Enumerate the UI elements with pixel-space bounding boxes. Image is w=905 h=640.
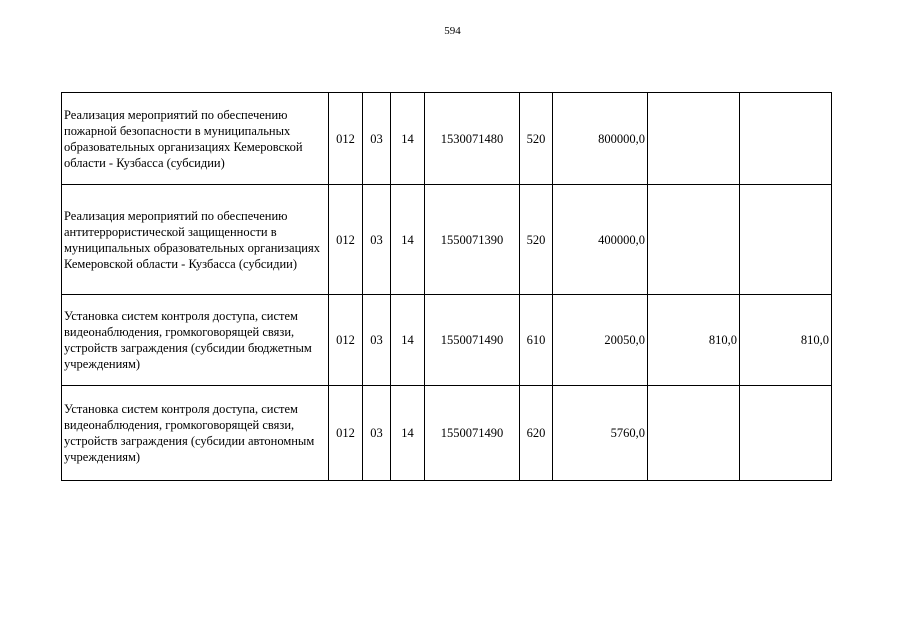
- expense-type-cell: 520: [520, 93, 553, 185]
- page-number: 594: [444, 25, 461, 37]
- target-article-cell: 1550071490: [425, 386, 520, 481]
- table-row: [62, 386, 832, 481]
- target-article-cell: 1550071390: [425, 185, 520, 295]
- sum-year2-cell: 810,0: [648, 295, 740, 386]
- subsection-code-cell: 14: [391, 295, 425, 386]
- row-name-cell: Реализация мероприятий по обеспечению пожарной безопасности в муниципальных образовательных организациях Кемеровской области - Кузбасса (субсидии): [62, 93, 329, 185]
- target-article-cell: 1550071490: [425, 295, 520, 386]
- expense-type-cell: 610: [520, 295, 553, 386]
- subsection-code-cell: 14: [391, 386, 425, 481]
- row-name-cell: Реализация мероприятий по обеспечению антитеррористической защищенности в муниципальных образовательных организациях Кемеровской области - Кузбасса (субсидии): [62, 185, 329, 295]
- section-code-cell: 03: [363, 386, 391, 481]
- section-code-cell: 03: [363, 93, 391, 185]
- section-code-cell: 03: [363, 185, 391, 295]
- sum-year1-cell: 5760,0: [553, 386, 648, 481]
- section-code-cell: 03: [363, 295, 391, 386]
- sum-year2-cell: [648, 185, 740, 295]
- sum-year1-cell: 400000,0: [553, 185, 648, 295]
- ministry-code-cell: 012: [329, 93, 363, 185]
- sum-year3-cell: 810,0: [740, 295, 832, 386]
- sum-year3-cell: [740, 185, 832, 295]
- row-name-cell: Установка систем контроля доступа, систем видеонаблюдения, громкоговорящей связи, устройств заграждения (субсидии бюджетным учреждениям): [62, 295, 329, 386]
- expense-type-cell: 520: [520, 185, 553, 295]
- sum-year2-cell: [648, 386, 740, 481]
- subsection-code-cell: 14: [391, 185, 425, 295]
- ministry-code-cell: 012: [329, 295, 363, 386]
- table-row: [62, 295, 832, 386]
- sum-year3-cell: [740, 386, 832, 481]
- sum-year3-cell: [740, 93, 832, 185]
- ministry-code-cell: 012: [329, 386, 363, 481]
- budget-table: [61, 92, 832, 481]
- sum-year1-cell: 800000,0: [553, 93, 648, 185]
- expense-type-cell: 620: [520, 386, 553, 481]
- target-article-cell: 1530071480: [425, 93, 520, 185]
- subsection-code-cell: 14: [391, 93, 425, 185]
- table-row: [62, 185, 832, 295]
- ministry-code-cell: 012: [329, 185, 363, 295]
- sum-year2-cell: [648, 93, 740, 185]
- table-row: [62, 93, 832, 185]
- sum-year1-cell: 20050,0: [553, 295, 648, 386]
- row-name-cell: Установка систем контроля доступа, систем видеонаблюдения, громкоговорящей связи, устройств заграждения (субсидии автономным учреждениям): [62, 386, 329, 481]
